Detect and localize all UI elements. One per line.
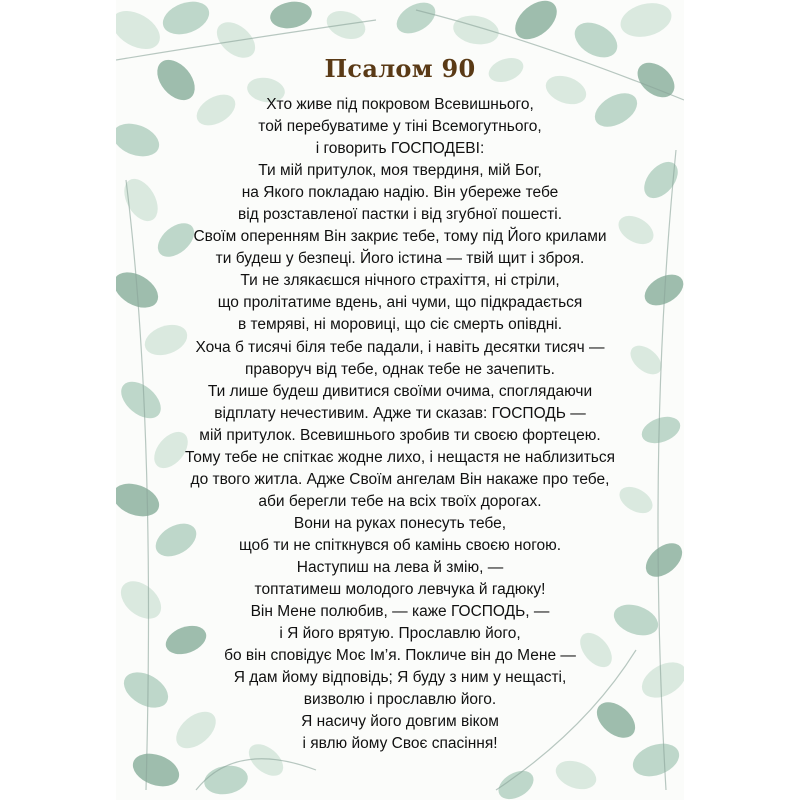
psalm-line: Я насичу його довгим віком xyxy=(301,713,499,731)
eucalyptus-leaf xyxy=(391,0,440,40)
eucalyptus-leaf xyxy=(158,0,213,40)
psalm-content xyxy=(116,52,684,755)
psalm-line: визволю і прославлю його. xyxy=(303,691,497,709)
psalm-line: Хоча б тисячі біля тебе падали, і навіть десятки тисяч — xyxy=(195,338,605,356)
psalm-line: і явлю йому Своє спасіння! xyxy=(302,735,498,753)
psalm-line: і Я його врятую. Прославлю його, xyxy=(279,625,521,643)
eucalyptus-leaf xyxy=(552,756,600,795)
psalm-line: Ти не злякаєшся нічного страхіття, ні стріли, xyxy=(240,272,560,290)
psalm-line: Ти мій притулок, моя твердиня, мій Бог, xyxy=(258,162,542,180)
psalm-line: що пролітатиме вдень, ані чуми, що підкрадається xyxy=(217,294,583,312)
psalm-line: бо він сповідує Моє Ім’я. Покличе він до Мене — xyxy=(224,647,576,665)
psalm-line: відплату нечестивим. Адже ти сказав: ГОСПОДЬ — xyxy=(214,404,586,422)
psalm-line: аби берегли тебе на всіх твоїх дорогах. xyxy=(258,492,542,510)
psalm-line: Ти лише будеш дивитися своїми очима, споглядаючи xyxy=(207,382,593,400)
psalm-line: і говорить ГОСПОДЕВІ: xyxy=(315,140,485,158)
psalm-line: Своїм оперенням Він закриє тебе, тому під Його крилами xyxy=(193,228,607,246)
psalm-line: в темряві, ні моровиці, що сіє смерть опівдні. xyxy=(237,316,563,334)
eucalyptus-leaf xyxy=(116,3,167,57)
page-title: Псалом 90 xyxy=(324,54,476,83)
psalm-card xyxy=(116,0,684,800)
eucalyptus-leaf xyxy=(323,6,369,44)
psalm-line: топтатимеш молодого левчука й гадюку! xyxy=(254,581,546,599)
psalm-line: на Якого покладаю надію. Він убереже тебе xyxy=(241,184,559,202)
psalm-line: той перебуватиме у тіні Всемогутнього, xyxy=(258,118,542,136)
eucalyptus-leaf xyxy=(202,762,250,797)
eucalyptus-leaf xyxy=(451,12,501,48)
psalm-line: Він Мене полюбив, — каже ГОСПОДЬ, — xyxy=(250,603,550,621)
psalm-line: праворуч від тебе, однак тебе не зачепить. xyxy=(245,360,555,378)
psalm-line: Наступиш на лева й змію, — xyxy=(296,558,504,576)
psalm-line: Тому тебе не спіткає жодне лихо, і нещастя не наблизиться xyxy=(184,448,616,466)
psalm-line: мій притулок. Всевишнього зробив ти своєю фортецею. xyxy=(199,426,601,444)
psalm-line: від розставленої пастки і від згубної пошесті. xyxy=(237,206,563,224)
psalm-line: ти будеш у безпеці. Його істина — твій щит і зброя. xyxy=(215,250,585,268)
psalm-line: Хто живе під покровом Всевишнього, xyxy=(266,96,534,113)
eucalyptus-leaf xyxy=(494,765,539,800)
psalm-line: щоб ти не спіткнувся об камінь своєю ногою. xyxy=(238,536,562,554)
eucalyptus-leaf xyxy=(508,0,564,47)
eucalyptus-leaf xyxy=(268,0,314,31)
eucalyptus-leaf xyxy=(617,0,676,42)
psalm-text xyxy=(116,94,684,755)
psalm-line: до твого житла. Адже Своїм ангелам Він накаже про тебе, xyxy=(190,470,610,488)
psalm-line: Я дам йому відповідь; Я буду з ним у нещасті, xyxy=(233,669,567,687)
psalm-line: Вони на руках понесуть тебе, xyxy=(293,514,507,532)
